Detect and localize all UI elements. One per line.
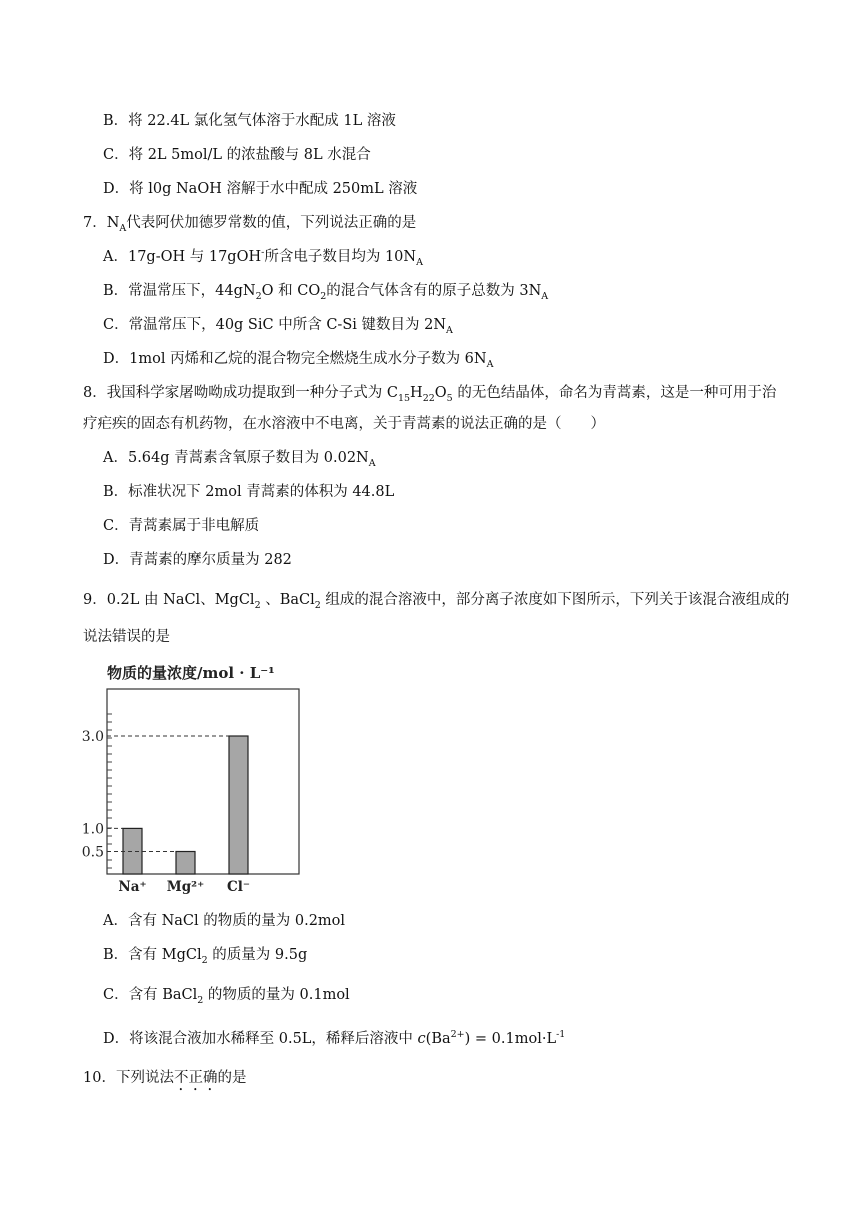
q10-prefix: 10．下列说法: [83, 1070, 174, 1086]
q10-stem: [83, 1068, 246, 1094]
x-tick-label-2: Cl⁻: [227, 879, 250, 895]
q9-stem-line1: 9．0.2L 由 NaCl、MgCl$_2$ 、BaCl$_2$ 组成的混合溶液中，部分离子浓度如下图所示，下列关于该混合液组成的: [83, 592, 790, 611]
q6-option-b: B．将 22.4L 氯化氢气体溶于水配成 1L 溶液: [103, 113, 396, 129]
q9-stem-line2: 说法错误的是: [83, 629, 170, 645]
x-tick-label-0: Na⁺: [118, 879, 147, 895]
ion-concentration-chart: [81, 658, 320, 898]
q9-option-b: B．含有 MgCl$_2$ 的质量为 9.5g: [103, 947, 308, 966]
y-tick-label-2: 3.0: [81, 729, 104, 745]
q8-option-c: C．青蒿素属于非电解质: [103, 518, 260, 534]
q10-suffix: 的是: [217, 1070, 247, 1086]
bar-0: [123, 828, 142, 874]
q9-option-c: C．含有 BaCl$_2$ 的物质的量为 0.1mol: [103, 987, 350, 1006]
q7-option-b: B．常温常压下，$44gN_2O$ 和 $CO_2$的混合气体含有的原子总数为 $3N_A$: [103, 283, 549, 302]
q10-emphasis: 不正确: [173, 1070, 218, 1086]
q8-option-b: B．标准状况下 2mol 青蒿素的体积为 44.8L: [103, 484, 395, 500]
q7-option-d: D．1mol 丙烯和乙烷的混合物完全燃烧生成水分子数为 $6N_A$: [103, 351, 494, 370]
q6-option-d: D．将 l0g NaOH 溶解于水中配成 250mL 溶液: [103, 181, 418, 197]
bar-1: [176, 852, 195, 875]
y-tick-label-1: 1.0: [81, 821, 104, 838]
q8-option-d: D．青蒿素的摩尔质量为 282: [103, 552, 292, 568]
x-tick-label-1: Mg²⁺: [166, 879, 205, 895]
q6-option-c: C．将 2L 5mol/L 的浓盐酸与 8L 水混合: [103, 147, 371, 163]
q7-option-a: A．17g-OH 与 17gOH-所含电子数目均为 $10N_A$: [103, 247, 423, 268]
q9-option-a: A．含有 NaCl 的物质的量为 0.2mol: [103, 913, 346, 929]
q7-option-c: C．常温常压下，40g SiC 中所含 C-Si 键数目为 $2N_A$: [103, 317, 453, 336]
q8-option-a: A．5.64g 青蒿素含氧原子数目为 $0.02N_A$: [103, 450, 376, 469]
q9-option-d: D．将该混合液加水稀释至 0.5L，稀释后溶液中 $c(Ba^{2+}) = 0.1mol\cdot L^{-1}$: [103, 1029, 566, 1047]
bar-2: [229, 736, 248, 874]
y-tick-label-0: 0.5: [81, 844, 104, 861]
q7-stem: 7．$N_A$代表阿伏加德罗常数的值，下列说法正确的是: [83, 215, 417, 234]
q8-stem-line2: 疗疟疾的固态有机药物，在水溶液中不电离，关于青蒿素的说法正确的是（ ）: [83, 416, 605, 432]
q8-stem-line1: 8．我国科学家屠呦呦成功提取到一种分子式为 $C_{15}H_{22}O_5$ 的无色结晶体，命名为青蒿素，这是一种可用于治: [83, 385, 777, 404]
chart-title: 物质的量浓度/mol · L⁻¹: [107, 664, 275, 682]
